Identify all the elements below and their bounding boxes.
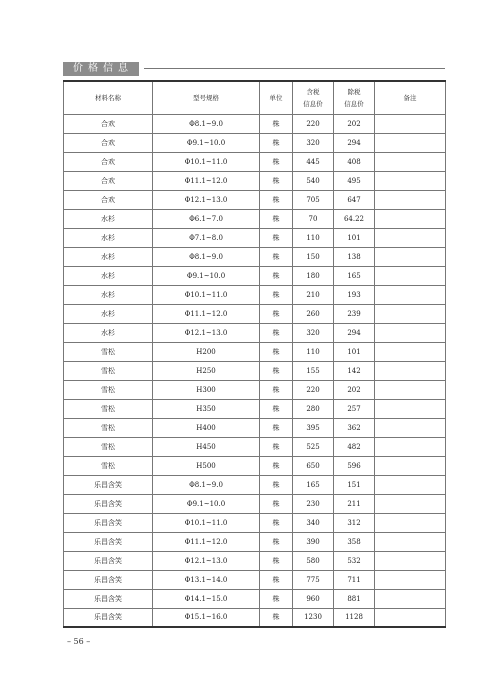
table-row xyxy=(64,133,446,152)
cell-material: 乐昌含笑 xyxy=(64,551,153,570)
table-row xyxy=(64,228,446,247)
cell-unit: 株 xyxy=(260,380,293,399)
cell-tax-excluded-price: 532 xyxy=(334,551,375,570)
cell-material: 合欢 xyxy=(64,171,153,190)
cell-unit: 株 xyxy=(260,342,293,361)
cell-tax-excluded-price: 202 xyxy=(334,114,375,133)
cell-tax-included-price: 390 xyxy=(293,532,334,551)
cell-material: 乐昌含笑 xyxy=(64,532,153,551)
cell-tax-excluded-price: 596 xyxy=(334,456,375,475)
cell-tax-included-price: 210 xyxy=(293,285,334,304)
table-row xyxy=(64,475,446,494)
cell-note xyxy=(375,247,446,266)
cell-tax-included-price: 960 xyxy=(293,589,334,608)
cell-tax-excluded-price: 312 xyxy=(334,513,375,532)
cell-unit: 株 xyxy=(260,190,293,209)
cell-unit: 株 xyxy=(260,475,293,494)
cell-tax-included-price: 110 xyxy=(293,342,334,361)
cell-tax-included-price: 280 xyxy=(293,399,334,418)
cell-spec: H450 xyxy=(153,437,260,456)
table-row xyxy=(64,570,446,589)
cell-spec: H250 xyxy=(153,361,260,380)
table-header-row xyxy=(64,81,446,114)
cell-material: 合欢 xyxy=(64,133,153,152)
cell-tax-included-price: 540 xyxy=(293,171,334,190)
cell-note xyxy=(375,380,446,399)
cell-note xyxy=(375,418,446,437)
cell-tax-included-price: 650 xyxy=(293,456,334,475)
cell-material: 乐昌含笑 xyxy=(64,589,153,608)
cell-unit: 株 xyxy=(260,399,293,418)
cell-spec: H500 xyxy=(153,456,260,475)
table-row xyxy=(64,171,446,190)
cell-material: 合欢 xyxy=(64,152,153,171)
cell-tax-included-price: 340 xyxy=(293,513,334,532)
cell-unit: 株 xyxy=(260,152,293,171)
cell-tax-included-price: 320 xyxy=(293,323,334,342)
cell-spec: Φ12.1~13.0 xyxy=(153,190,260,209)
table-row xyxy=(64,437,446,456)
cell-note xyxy=(375,171,446,190)
cell-note xyxy=(375,399,446,418)
header-tax-included-line1: 含税 xyxy=(306,87,320,96)
cell-spec: Φ12.1~13.0 xyxy=(153,551,260,570)
cell-tax-excluded-price: 142 xyxy=(334,361,375,380)
cell-tax-excluded-price: 647 xyxy=(334,190,375,209)
cell-note xyxy=(375,114,446,133)
cell-spec: Φ12.1~13.0 xyxy=(153,323,260,342)
section-divider xyxy=(144,68,445,69)
cell-tax-included-price: 775 xyxy=(293,570,334,589)
cell-tax-included-price: 320 xyxy=(293,133,334,152)
cell-material: 水杉 xyxy=(64,323,153,342)
cell-tax-included-price: 220 xyxy=(293,114,334,133)
cell-material: 乐昌含笑 xyxy=(64,475,153,494)
cell-material: 水杉 xyxy=(64,266,153,285)
table-row xyxy=(64,304,446,323)
cell-tax-included-price: 180 xyxy=(293,266,334,285)
cell-unit: 株 xyxy=(260,228,293,247)
cell-tax-excluded-price: 211 xyxy=(334,494,375,513)
cell-spec: Φ8.1~9.0 xyxy=(153,475,260,494)
cell-unit: 株 xyxy=(260,323,293,342)
cell-note xyxy=(375,513,446,532)
table-row xyxy=(64,152,446,171)
cell-note xyxy=(375,228,446,247)
cell-unit: 株 xyxy=(260,418,293,437)
cell-tax-excluded-price: 881 xyxy=(334,589,375,608)
cell-spec: Φ10.1~11.0 xyxy=(153,513,260,532)
cell-tax-excluded-price: 202 xyxy=(334,380,375,399)
cell-tax-excluded-price: 711 xyxy=(334,570,375,589)
table-row xyxy=(64,209,446,228)
cell-tax-included-price: 70 xyxy=(293,209,334,228)
cell-spec: Φ11.1~12.0 xyxy=(153,304,260,323)
section-header xyxy=(63,62,445,76)
cell-tax-excluded-price: 408 xyxy=(334,152,375,171)
cell-tax-excluded-price: 358 xyxy=(334,532,375,551)
header-unit: 单位 xyxy=(260,81,293,114)
cell-unit: 株 xyxy=(260,551,293,570)
cell-material: 雪松 xyxy=(64,380,153,399)
cell-note xyxy=(375,361,446,380)
cell-note xyxy=(375,608,446,627)
table-row xyxy=(64,513,446,532)
cell-tax-excluded-price: 495 xyxy=(334,171,375,190)
cell-tax-included-price: 705 xyxy=(293,190,334,209)
cell-unit: 株 xyxy=(260,589,293,608)
cell-tax-excluded-price: 138 xyxy=(334,247,375,266)
cell-tax-excluded-price: 193 xyxy=(334,285,375,304)
cell-note xyxy=(375,285,446,304)
cell-tax-excluded-price: 151 xyxy=(334,475,375,494)
table-body xyxy=(64,114,446,627)
cell-tax-excluded-price: 294 xyxy=(334,133,375,152)
cell-note xyxy=(375,209,446,228)
header-tax-excluded-price xyxy=(334,81,375,114)
cell-tax-included-price: 580 xyxy=(293,551,334,570)
cell-spec: Φ8.1~9.0 xyxy=(153,114,260,133)
cell-material: 雪松 xyxy=(64,418,153,437)
cell-note xyxy=(375,494,446,513)
cell-spec: Φ6.1~7.0 xyxy=(153,209,260,228)
cell-spec: Φ13.1~14.0 xyxy=(153,570,260,589)
cell-unit: 株 xyxy=(260,266,293,285)
cell-note xyxy=(375,456,446,475)
cell-note xyxy=(375,304,446,323)
cell-note xyxy=(375,342,446,361)
table-row xyxy=(64,399,446,418)
cell-tax-included-price: 220 xyxy=(293,380,334,399)
cell-unit: 株 xyxy=(260,513,293,532)
cell-spec: Φ9.1~10.0 xyxy=(153,494,260,513)
cell-unit: 株 xyxy=(260,437,293,456)
header-material: 材料名称 xyxy=(64,81,153,114)
cell-material: 乐昌含笑 xyxy=(64,608,153,627)
cell-note xyxy=(375,323,446,342)
cell-note xyxy=(375,437,446,456)
cell-note xyxy=(375,266,446,285)
cell-spec: Φ10.1~11.0 xyxy=(153,285,260,304)
table-row xyxy=(64,456,446,475)
cell-note xyxy=(375,570,446,589)
cell-spec: H200 xyxy=(153,342,260,361)
cell-tax-excluded-price: 1128 xyxy=(334,608,375,627)
table-row xyxy=(64,342,446,361)
cell-unit: 株 xyxy=(260,456,293,475)
cell-spec: Φ15.1~16.0 xyxy=(153,608,260,627)
cell-unit: 株 xyxy=(260,209,293,228)
cell-tax-included-price: 230 xyxy=(293,494,334,513)
cell-tax-excluded-price: 64.22 xyxy=(334,209,375,228)
cell-tax-excluded-price: 257 xyxy=(334,399,375,418)
cell-unit: 株 xyxy=(260,285,293,304)
table-row xyxy=(64,285,446,304)
cell-unit: 株 xyxy=(260,247,293,266)
cell-unit: 株 xyxy=(260,304,293,323)
cell-spec: Φ9.1~10.0 xyxy=(153,266,260,285)
table-row xyxy=(64,190,446,209)
section-title: 价格信息 xyxy=(63,62,139,76)
cell-tax-included-price: 150 xyxy=(293,247,334,266)
table-row xyxy=(64,532,446,551)
cell-material: 乐昌含笑 xyxy=(64,513,153,532)
cell-tax-excluded-price: 362 xyxy=(334,418,375,437)
cell-unit: 株 xyxy=(260,608,293,627)
cell-spec: Φ10.1~11.0 xyxy=(153,152,260,171)
cell-material: 乐昌含笑 xyxy=(64,570,153,589)
cell-material: 雪松 xyxy=(64,361,153,380)
cell-tax-included-price: 165 xyxy=(293,475,334,494)
table-row xyxy=(64,551,446,570)
cell-spec: Φ7.1~8.0 xyxy=(153,228,260,247)
cell-spec: Φ11.1~12.0 xyxy=(153,532,260,551)
cell-material: 雪松 xyxy=(64,456,153,475)
cell-tax-included-price: 1230 xyxy=(293,608,334,627)
cell-unit: 株 xyxy=(260,114,293,133)
cell-note xyxy=(375,532,446,551)
cell-spec: Φ14.1~15.0 xyxy=(153,589,260,608)
cell-material: 水杉 xyxy=(64,247,153,266)
cell-material: 乐昌含笑 xyxy=(64,494,153,513)
cell-unit: 株 xyxy=(260,133,293,152)
cell-note xyxy=(375,551,446,570)
cell-material: 水杉 xyxy=(64,304,153,323)
cell-spec: H300 xyxy=(153,380,260,399)
cell-material: 雪松 xyxy=(64,399,153,418)
cell-material: 水杉 xyxy=(64,228,153,247)
cell-unit: 株 xyxy=(260,494,293,513)
table-row xyxy=(64,266,446,285)
cell-unit: 株 xyxy=(260,171,293,190)
cell-note xyxy=(375,133,446,152)
header-spec: 型号规格 xyxy=(153,81,260,114)
table-row xyxy=(64,608,446,627)
page-number: – 56 – xyxy=(67,637,91,646)
header-tax-included-line2: 信息价 xyxy=(303,99,323,108)
header-tax-excluded-line2: 信息价 xyxy=(344,99,364,108)
table-row xyxy=(64,247,446,266)
cell-unit: 株 xyxy=(260,570,293,589)
cell-material: 雪松 xyxy=(64,437,153,456)
table-row xyxy=(64,114,446,133)
cell-spec: Φ8.1~9.0 xyxy=(153,247,260,266)
cell-tax-included-price: 395 xyxy=(293,418,334,437)
cell-tax-excluded-price: 101 xyxy=(334,228,375,247)
table-row xyxy=(64,589,446,608)
cell-spec: H400 xyxy=(153,418,260,437)
cell-tax-included-price: 260 xyxy=(293,304,334,323)
table-row xyxy=(64,361,446,380)
table-row xyxy=(64,380,446,399)
cell-material: 合欢 xyxy=(64,114,153,133)
cell-material: 水杉 xyxy=(64,285,153,304)
cell-note xyxy=(375,152,446,171)
table-row xyxy=(64,418,446,437)
cell-tax-included-price: 110 xyxy=(293,228,334,247)
cell-spec: H350 xyxy=(153,399,260,418)
header-tax-included-price xyxy=(293,81,334,114)
table-row xyxy=(64,323,446,342)
cell-material: 雪松 xyxy=(64,342,153,361)
header-note: 备注 xyxy=(375,81,446,114)
cell-spec: Φ11.1~12.0 xyxy=(153,171,260,190)
cell-unit: 株 xyxy=(260,361,293,380)
cell-note xyxy=(375,475,446,494)
header-tax-excluded-line1: 除税 xyxy=(347,87,361,96)
cell-unit: 株 xyxy=(260,532,293,551)
cell-tax-excluded-price: 101 xyxy=(334,342,375,361)
cell-tax-included-price: 155 xyxy=(293,361,334,380)
cell-tax-included-price: 445 xyxy=(293,152,334,171)
cell-tax-excluded-price: 482 xyxy=(334,437,375,456)
cell-material: 水杉 xyxy=(64,209,153,228)
cell-tax-excluded-price: 294 xyxy=(334,323,375,342)
price-table xyxy=(63,80,446,628)
cell-material: 合欢 xyxy=(64,190,153,209)
cell-note xyxy=(375,589,446,608)
cell-tax-excluded-price: 165 xyxy=(334,266,375,285)
table-row xyxy=(64,494,446,513)
cell-tax-excluded-price: 239 xyxy=(334,304,375,323)
cell-spec: Φ9.1~10.0 xyxy=(153,133,260,152)
cell-tax-included-price: 525 xyxy=(293,437,334,456)
cell-note xyxy=(375,190,446,209)
